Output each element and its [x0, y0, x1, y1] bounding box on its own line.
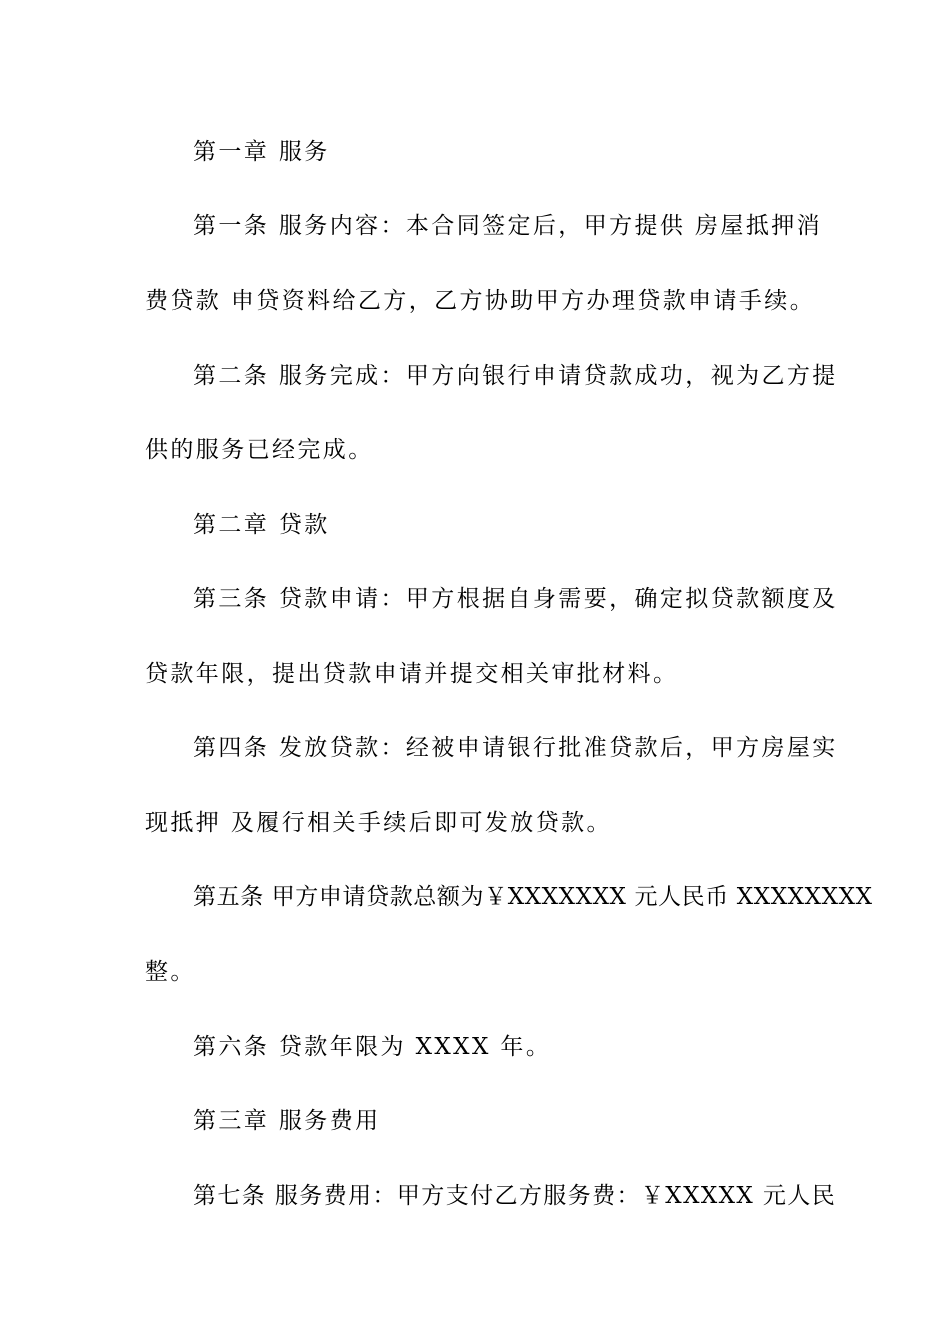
article-4-line-2: 现抵押 及履行相关手续后即可发放贷款。 [145, 810, 612, 836]
chapter-3-heading: 第三章 服务费用 [193, 1108, 381, 1134]
article-4-line-1: 第四条 发放贷款：经被申请银行批准贷款后，甲方房屋实 [193, 735, 838, 761]
article-1-line-2: 费贷款 申贷资料给乙方，乙方协助甲方办理贷款申请手续。 [145, 288, 816, 314]
chapter-1-heading: 第一章 服务 [193, 139, 330, 165]
article-2-line-1: 第二条 服务完成：甲方向银行申请贷款成功，视为乙方提 [193, 363, 838, 389]
article-5-line-1: 第五条 甲方申请贷款总额为￥XXXXXXX 元人民币 XXXXXXXX [193, 884, 873, 910]
article-3-line-2: 贷款年限，提出贷款申请并提交相关审批材料。 [145, 661, 679, 687]
article-7-line-1: 第七条 服务费用：甲方支付乙方服务费：￥XXXXX 元人民 [193, 1183, 837, 1209]
chapter-2-heading: 第二章 贷款 [193, 512, 330, 538]
article-2-line-2: 供的服务已经完成。 [145, 437, 374, 463]
article-1-line-1: 第一条 服务内容：本合同签定后，甲方提供 房屋抵押消 [193, 213, 823, 239]
article-6-line-1: 第六条 贷款年限为 XXXX 年。 [193, 1034, 552, 1060]
article-5-line-2: 整。 [145, 959, 196, 985]
article-3-line-1: 第三条 贷款申请：甲方根据自身需要，确定拟贷款额度及 [193, 586, 838, 612]
